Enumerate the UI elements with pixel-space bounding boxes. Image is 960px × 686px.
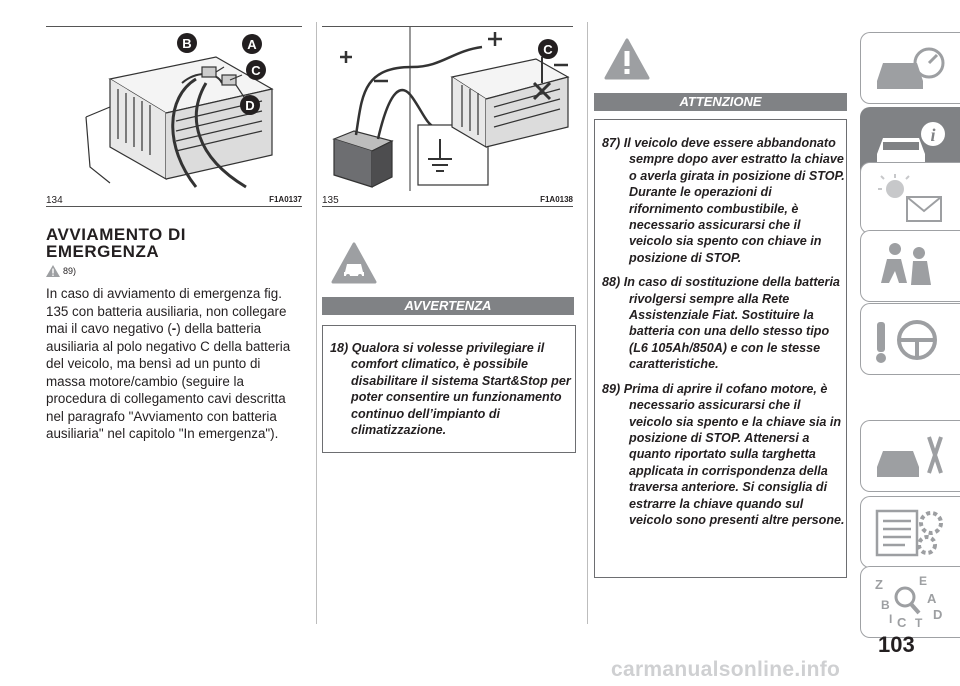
figure-code: F1A0138: [540, 195, 573, 204]
sidebar-tab-safety[interactable]: [860, 230, 960, 302]
index-letters-icon: [871, 575, 951, 631]
page-number: 103: [878, 632, 915, 657]
section-title-line2: EMERGENZA: [46, 242, 160, 261]
svg-text:E: E: [919, 575, 928, 588]
attenzione-header: ATTENZIONE: [594, 93, 847, 111]
warning-reference: [46, 265, 76, 277]
attenzione-item: 89) Prima di aprire il cofano motore, è necessario assicurarsi che il veicolo sia spento e la chiave sia in posizione di STOP. Attenersi a quanto riportato sulla targhetta applicata in corrispondenza della traversa anteriore. Si consiglia di estrarre la chiave quando sul veicolo sono presenti altre persone.: [602, 381, 845, 527]
warning-triangle-icon: [46, 265, 60, 277]
svg-text:C: C: [897, 615, 907, 630]
svg-text:Z: Z: [875, 577, 883, 592]
maintenance-list-icon: [871, 505, 951, 561]
avvertenza-header: AVVERTENZA: [322, 297, 574, 315]
sidebar-tab-dashboard[interactable]: [860, 32, 960, 104]
jump-start-illustration: [322, 27, 573, 191]
car-dashboard-icon: [871, 41, 951, 97]
attenzione-box: [594, 119, 847, 578]
svg-text:i: i: [930, 125, 936, 145]
svg-text:I: I: [889, 612, 893, 626]
figure-caption: [322, 192, 573, 207]
battery-terminal-illustration: [46, 27, 302, 191]
column-divider-left: [316, 22, 317, 624]
callout-c-label: C: [251, 63, 261, 78]
section-title-line1: AVVIAMENTO DI: [46, 225, 186, 244]
svg-text:D: D: [933, 607, 943, 622]
attenzione-item: 87) Il veicolo deve essere abbandonato sempre dopo aver estratto la chiave o averla girata in posizione di STOP. Durante le operazioni di rifornimento combustibile, è necessario assicurarsi che il veicolo sia spento con chiave in posizione di STOP.: [602, 136, 845, 265]
negative-symbol: -: [171, 321, 177, 336]
figure-135: [322, 26, 573, 206]
sidebar-tab-driving[interactable]: [860, 303, 960, 375]
warning-triangle-icon: [604, 38, 650, 80]
figure-code: F1A0137: [269, 195, 302, 204]
avvertenza-box: [322, 325, 576, 453]
sidebar-tab-warning-lights[interactable]: [860, 162, 960, 234]
body-text-after: ) della batteria ausiliaria al polo negativo C della batteria del veicolo, ma bensì ad un punto di massa motore/cambio (seguire la procedura di collegamento cavi descritta nel paragrafo "Avviamento con batteria ausiliaria" nel capitolo "In emergenza").: [46, 321, 291, 441]
seat-airbag-icon: [871, 239, 951, 295]
svg-text:B: B: [881, 598, 890, 612]
watermark: carmanualsonline.info: [611, 658, 841, 681]
svg-text:T: T: [915, 616, 923, 630]
sidebar-tab-index[interactable]: [860, 566, 960, 638]
attenzione-item: 88) In caso di sostituzione della batteria rivolgersi sempre alla Rete Assistenziale Fiat. Sostituire la batteria con una dello stesso tipo (L6 105Ah/850A) e con le stesse caratteristiche.: [602, 275, 840, 372]
sidebar-tab-maintenance[interactable]: [860, 496, 960, 568]
body-text-before: In caso di avviamento di emergenza fig. 135 con batteria ausiliaria, non collegare mai il cavo negativo (: [46, 286, 287, 336]
callout-b-label: B: [182, 36, 192, 51]
warning-reference-number: 89): [63, 266, 77, 276]
figure-number: 135: [322, 195, 339, 206]
callout-c-label: C: [543, 42, 553, 57]
body-paragraph: [46, 285, 302, 443]
figure-134: [46, 26, 302, 206]
sidebar-tab-service[interactable]: [860, 420, 960, 492]
section-title: [46, 226, 186, 260]
svg-text:A: A: [927, 591, 937, 606]
figure-number: 134: [46, 195, 63, 206]
callout-a-label: A: [247, 37, 257, 52]
callout-d-label: D: [245, 98, 255, 113]
warning-lights-icon: [871, 171, 951, 227]
figure-caption: [46, 192, 302, 207]
car-service-icon: [871, 429, 951, 485]
avvertenza-item: 18) Qualora si volesse privilegiare il comfort climatico, è possibile disabilitare il sistema Start&Stop per poter consentire un funzionamento continuo dell’impianto di climatizzazione.: [330, 341, 571, 438]
column-divider-right: [587, 22, 588, 624]
car-warning-icon: [331, 242, 377, 284]
steering-key-icon: [871, 312, 951, 368]
